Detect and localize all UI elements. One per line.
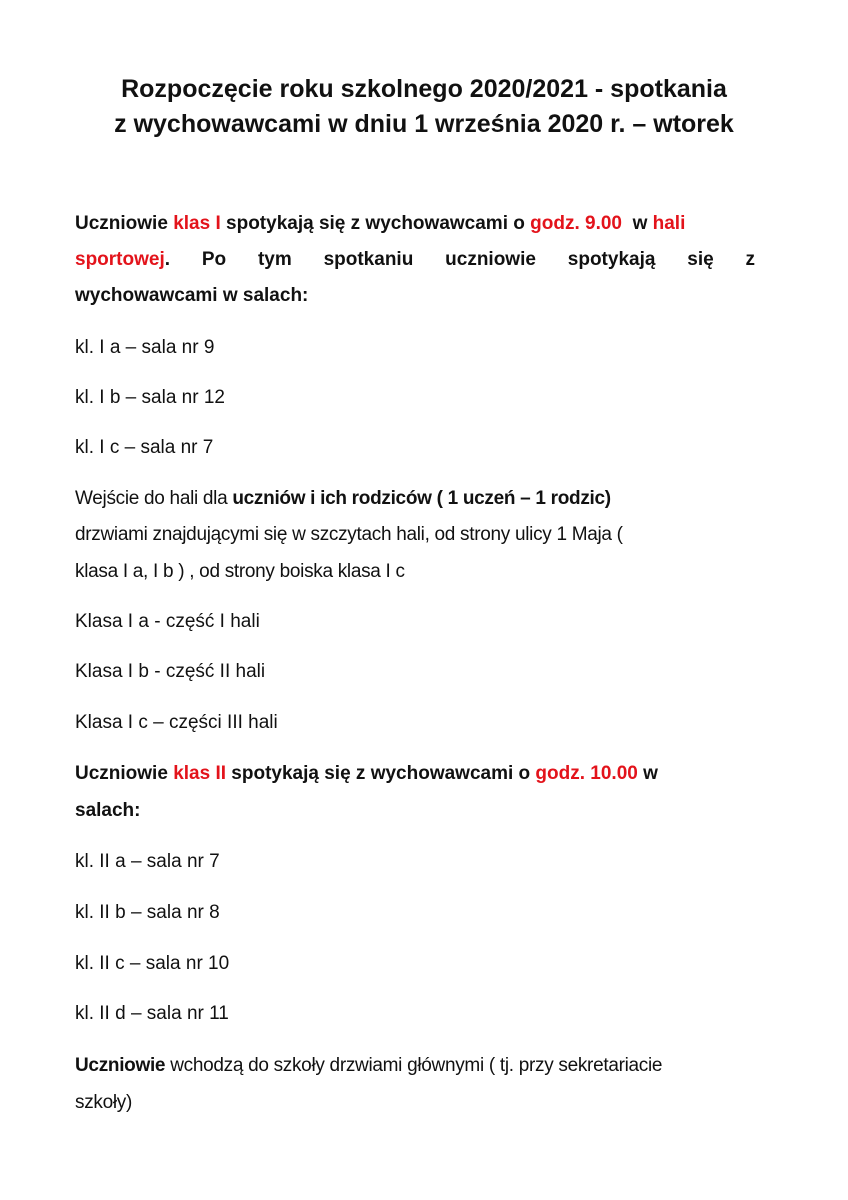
- entry-paragraph-line-1: [75, 488, 611, 510]
- hall-part: Klasa I b - część II hali: [75, 661, 266, 682]
- text: Uczniowie: [75, 763, 168, 784]
- title-line-2: z wychowawcami w dniu 1 września 2020 r. – wtorek: [114, 110, 734, 138]
- room-assignment: kl. II d – sala nr 11: [75, 1003, 229, 1024]
- text: w: [632, 213, 648, 234]
- bold-text: Uczniowie: [75, 1055, 166, 1076]
- hall-part: Klasa I a - część I hali: [75, 611, 260, 632]
- document-title: [0, 72, 848, 142]
- hall-part: Klasa I c – części III hali: [75, 712, 278, 733]
- klas-ii-paragraph-line-1: [75, 763, 658, 785]
- text: wchodzą do szkoły drzwiami głównymi ( tj. przy sekretariacie: [170, 1055, 663, 1076]
- room-assignment: kl. I a – sala nr 9: [75, 337, 215, 358]
- word: uczniowie: [445, 249, 536, 270]
- entry-paragraph-line-3: klasa I a, I b ) , od strony boiska klasa I c: [75, 561, 405, 582]
- text: spotykają się z wychowawcami o: [226, 213, 525, 234]
- klas-i-paragraph-line-2: [75, 249, 755, 271]
- location-highlight: hali: [652, 213, 686, 234]
- room-assignment: kl. I b – sala nr 12: [75, 387, 225, 408]
- word: Po: [201, 249, 227, 270]
- bold-text: uczniów i ich rodziców ( 1 uczeń – 1 rodzic): [232, 488, 611, 509]
- text: w: [643, 763, 658, 784]
- entry-paragraph-line-2: drzwiami znajdującymi się w szczytach hali, od strony ulicy 1 Maja (: [75, 524, 623, 545]
- klas-i-paragraph-line-3: wychowawcami w salach:: [75, 285, 309, 306]
- text: Wejście do hali dla: [75, 488, 228, 509]
- entrance-note-line-1: [75, 1055, 662, 1077]
- word: spotykają: [567, 249, 656, 270]
- time-highlight: godz. 9.00: [530, 213, 622, 234]
- text: spotykają się z wychowawcami o: [231, 763, 531, 784]
- word: z: [745, 249, 755, 270]
- text: .: [164, 249, 171, 270]
- klas-ii-paragraph-line-2: salach:: [75, 800, 141, 821]
- class-highlight: klas I: [173, 213, 221, 234]
- room-assignment: kl. II a – sala nr 7: [75, 851, 220, 872]
- entrance-note-line-2: szkoły): [75, 1092, 133, 1113]
- klas-i-paragraph-line-1: [75, 213, 685, 235]
- location-highlight: sportowej: [75, 249, 165, 270]
- time-highlight: godz. 10.00: [535, 763, 638, 784]
- room-assignment: kl. II c – sala nr 10: [75, 953, 230, 974]
- room-assignment: kl. II b – sala nr 8: [75, 902, 220, 923]
- title-line-1: Rozpoczęcie roku szkolnego 2020/2021 - spotkania: [121, 75, 727, 103]
- class-highlight: klas II: [173, 763, 227, 784]
- word: spotkaniu: [323, 249, 414, 270]
- text: Uczniowie: [75, 213, 168, 234]
- word: się: [687, 249, 714, 270]
- word: tym: [257, 249, 292, 270]
- room-assignment: kl. I c – sala nr 7: [75, 437, 214, 458]
